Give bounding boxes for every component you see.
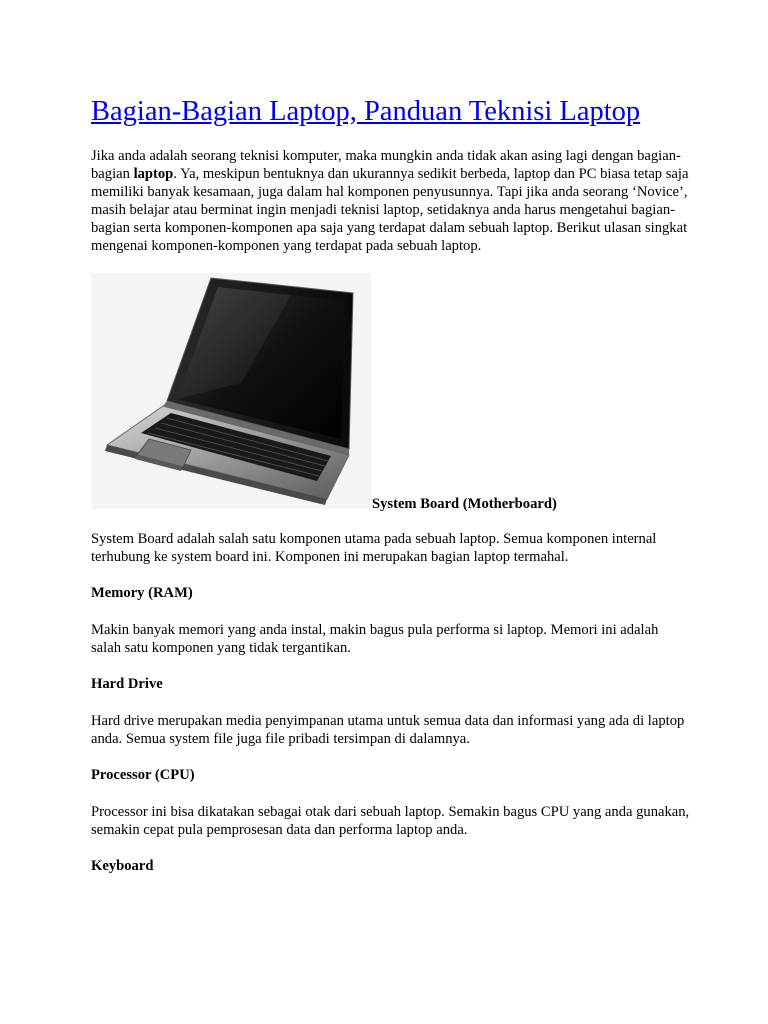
intro-paragraph — [91, 147, 691, 255]
section-text-system-board: System Board adalah salah satu komponen utama pada sebuah laptop. Semua komponen internal terhubung ke system board ini. Komponen ini merupakan bagian laptop termahal. — [91, 531, 657, 565]
intro-text-end: . Ya, meskipun bentuknya dan ukurannya sedikit berbeda, laptop dan PC biasa tetap saja memiliki banyak kesamaan, juga dalam hal komponen penyusunnya. Tapi jika anda seorang ‘Novice’, masih belajar atau berminat ingin menjadi teknisi laptop, setidaknya anda harus mengetahui bagian-bagian serta komponen-komponen apa saja yang terdapat dalam sebuah laptop. Berikut ulasan singkat mengenai komponen-komponen yang terdapat pada sebuah laptop. — [91, 166, 689, 254]
article-title-link[interactable]: Bagian-Bagian Laptop, Panduan Teknisi Laptop — [91, 96, 641, 127]
article-title — [91, 95, 691, 129]
section-text-processor: Processor ini bisa dikatakan sebagai otak dari sebuah laptop. Semakin bagus CPU yang anda gunakan, semakin cepat pula pemprosesan data dan performa laptop anda. — [91, 804, 690, 838]
section-text-hard-drive: Hard drive merupakan media penyimpanan utama untuk semua data dan informasi yang ada di laptop anda. Semua system file juga file pribadi tersimpan di dalamnya. — [91, 713, 685, 747]
section-heading-system-board: System Board (Motherboard) — [372, 496, 557, 512]
laptop-illustration — [91, 273, 371, 509]
laptop-photo — [91, 273, 371, 509]
intro-keyword-laptop: laptop — [133, 166, 174, 182]
section-heading-processor: Processor (CPU) — [91, 767, 195, 783]
section-text-memory: Makin banyak memori yang anda instal, makin bagus pula performa si laptop. Memori ini adalah salah satu komponen yang tidak tergantikan. — [91, 622, 659, 656]
intro-text-start: Jika anda adalah seorang teknisi komputer, maka mungkin anda tidak akan asing lagi dengan bagian-bagian — [91, 148, 681, 182]
section-heading-keyboard: Keyboard — [91, 858, 154, 874]
section-heading-hard-drive: Hard Drive — [91, 676, 163, 692]
document-page — [91, 95, 691, 875]
section-heading-memory: Memory (RAM) — [91, 585, 193, 601]
figure-row — [91, 273, 691, 511]
